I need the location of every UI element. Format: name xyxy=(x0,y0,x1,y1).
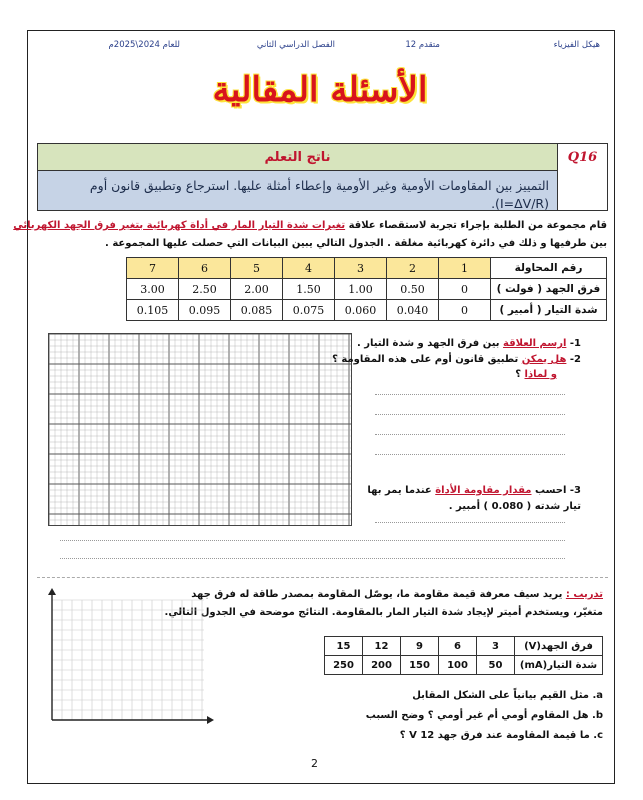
answer-line[interactable] xyxy=(375,394,565,395)
answer-line[interactable] xyxy=(375,414,565,415)
training-question-b: b. هل المقاوم أومي أم غير أومي ؟ وضح السبب xyxy=(365,710,603,721)
table-row: فرق الجهد(V) 3 6 9 12 15 xyxy=(325,637,603,656)
header-subject: هيكل الفيزياء xyxy=(553,40,600,50)
table-row: فرق الجهد ( فولت ) 0 0.50 1.00 1.50 2.00 2.50 3.00 xyxy=(127,279,607,300)
training-question-c: c. ما قيمة المقاومة عند فرق جهد 12 V ؟ xyxy=(399,730,603,741)
training-line-1: تدريب : يريد سيف معرفة قيمة مقاومة ما، يوصّل المقاومة بمصدر طاقة له فرق جهد xyxy=(191,589,603,600)
header-year: للعام 2024\2025م xyxy=(108,40,180,50)
answer-line[interactable] xyxy=(375,434,565,435)
question-3-line-2: تيار شدته ( 0.080 ) أمبير . xyxy=(448,501,581,512)
learning-outcome-box xyxy=(37,143,608,211)
main-title: الأسئلة المقالية xyxy=(212,70,428,110)
answer-line[interactable] xyxy=(375,454,565,455)
question-1: 1- ارسم العلاقة بين فرق الجهد و شدة التيار . xyxy=(356,338,581,349)
question-2-why: و لماذا ؟ xyxy=(515,369,557,380)
table-row: شدة التيار ( أمبير ) 0 0.040 0.060 0.075 0.085 0.095 0.105 xyxy=(127,300,607,321)
intro-line-1: قام مجموعة من الطلبة بإجراء تجربة لاستقصاء علاقة تغيرات شدة التيار المار في أداة كهربائية بتغير فرق الجهد الكهربائي xyxy=(13,220,607,231)
question-number: Q16 xyxy=(557,144,607,171)
axis-lines xyxy=(52,592,210,720)
training-line-2: متغيّر، ويستخدم أميتر لإيجاد شدة التيار المار بالمقاومة. النتائج موضحة في الجدول التالي. xyxy=(164,607,603,618)
page-number: 2 xyxy=(311,757,318,770)
x-arrow-icon xyxy=(207,716,214,724)
data-table-1 xyxy=(126,257,607,321)
intro-line-2: بين طرفيها و ذلك في دائرة كهربائية مغلقة . الجدول التالي يبين البيانات التي حصلت عليها المجموعة . xyxy=(105,238,607,249)
answer-line[interactable] xyxy=(60,558,565,559)
question-3: 3- احسب مقدار مقاومة الأداة عندما يمر بها xyxy=(367,485,581,496)
answer-line[interactable] xyxy=(60,540,565,541)
outcome-text: التمييز بين المقاومات الأومية وغير الأومية وإعطاء أمثلة عليها. استرجاع وتطبيق قانون أوم (I=ΔV/R). xyxy=(89,178,549,211)
graph-paper-grid xyxy=(49,334,351,525)
data-table-2 xyxy=(324,636,603,675)
header-grade: 12 متقدم xyxy=(405,40,440,50)
graph-paper[interactable] xyxy=(48,333,352,526)
outcome-label: ناتج التعلم xyxy=(264,150,331,165)
answer-line[interactable] xyxy=(375,522,565,523)
table-row: رقم المحاولة 1 2 3 4 5 6 7 xyxy=(127,258,607,279)
axes-grid xyxy=(40,588,215,728)
table-row: شدة التيار(mA) 50 100 150 200 250 xyxy=(325,656,603,675)
y-arrow-icon xyxy=(48,588,56,595)
blank-axes-graph[interactable] xyxy=(40,588,215,728)
question-2: 2- هل يمكن تطبيق قانون أوم على هذه المقاومة ؟ xyxy=(332,354,581,365)
page-header xyxy=(40,40,600,56)
section-divider xyxy=(37,577,608,578)
training-question-a: a. مثل القيم بيانياً على الشكل المقابل xyxy=(412,690,603,701)
header-term: الفصل الدراسي الثاني xyxy=(256,40,335,50)
